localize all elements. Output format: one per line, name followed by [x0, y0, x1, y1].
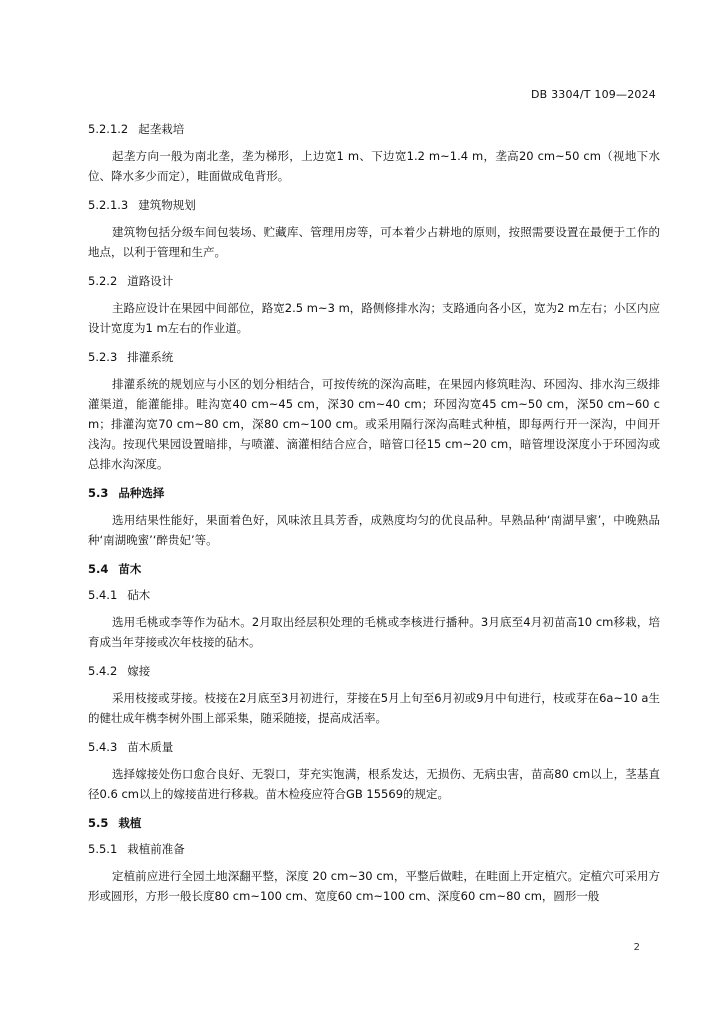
section-number: 5.2.1.2 [88, 122, 129, 136]
section-heading-5-2-3 [88, 344, 660, 370]
section-title: 品种选择 [118, 486, 165, 500]
section-title: 道路设计 [127, 274, 174, 288]
page-number: 2 [633, 942, 640, 953]
section-title: 栽植 [118, 816, 142, 830]
section-number: 5.5 [88, 816, 109, 830]
section-number: 5.2.3 [88, 350, 118, 364]
section-heading-5-3 [88, 480, 660, 506]
section-heading-5-4 [88, 556, 660, 582]
section-heading-5-2-2 [88, 268, 660, 294]
paragraph-irrigation-system: 排灌系统的规划应与小区的划分相结合，可按传统的深沟高畦，在果园内修筑畦沟、环园沟、排水沟三级排灌渠道，能灌能排。畦沟宽40 cm~45 cm，深30 cm~40 cm；环园沟宽45 cm~50 cm，深50 cm~60 cm；排灌沟宽70 cm~80 cm，深80 cm~100 cm。或采用隔行深沟高畦式种植，即每两行开一深沟，中间开浅沟。按现代果园设置暗排，与喷灌、滴灌相结合应合，暗管口径15 cm~20 cm，暗管埋设深度小于环园沟或总排水沟深度。 [88, 377, 660, 471]
section-title: 建筑物规划 [138, 198, 196, 212]
section-number: 5.3 [88, 486, 109, 500]
section-title: 苗木 [118, 562, 142, 576]
paragraph-seedling-quality: 选择嫁接处伤口愈合良好、无裂口，芽充实饱满，根系发达，无损伤、无病虫害，苗高80 cm以上，茎基直径0.6 cm以上的嫁接苗进行移栽。苗木检疫应符合GB 15569的规定。 [88, 767, 660, 801]
section-number: 5.4.1 [88, 588, 118, 602]
section-number: 5.4.2 [88, 664, 118, 678]
section-heading-5-4-3 [88, 734, 660, 760]
paragraph-grafting: 采用枝接或芽接。枝接在2月底至3月初进行，芽接在5月上旬至6月初或9月中旬进行，枝或芽在6a~10 a生的健壮成年槜李树外围上部采集，随采随接，提高成活率。 [88, 691, 660, 725]
section-title: 砧木 [127, 588, 151, 602]
paragraph-rootstock: 选用毛桃或李等作为砧木。2月取出经层积处理的毛桃或李核进行播种。3月底至4月初苗高10 cm移栽，培育成当年芽接或次年枝接的砧木。 [88, 615, 660, 649]
paragraph-planting-preparation: 定植前应进行全园土地深翻平整，深度 20 cm~30 cm，平整后做畦，在畦面上开定植穴。定植穴可采用方形或圆形，方形一般长度80 cm~100 cm、宽度60 cm~100 cm、深度60 cm~80 cm，圆形一般 [88, 869, 660, 903]
paragraph-road-design: 主路应设计在果园中间部位，路宽2.5 m~3 m，路侧修排水沟；支路通向各小区，宽为2 m左右；小区内应设计宽度为1 m左右的作业道。 [88, 301, 660, 335]
paragraph-variety-selection: 选用结果性能好，果面着色好，风味浓且具芳香，成熟度均匀的优良品种。早熟品种‘南湖早蜜’，中晚熟品种‘南湖晚蜜’‘醉贵妃’等。 [88, 513, 660, 547]
section-title: 排灌系统 [127, 350, 174, 364]
paragraph-ridge-cultivation: 起垄方向一般为南北垄，垄为梯形，上边宽1 m、下边宽1.2 m~1.4 m，垄高20 cm~50 cm（视地下水位、降水多少而定），畦面做成龟背形。 [88, 149, 660, 183]
section-heading-5-2-1-2 [88, 116, 660, 142]
section-number: 5.5.1 [88, 842, 118, 856]
section-number: 5.4.3 [88, 740, 118, 754]
section-heading-5-5-1 [88, 836, 660, 862]
paragraph-building-planning: 建筑物包括分级车间包装场、贮藏库、管理用房等，可本着少占耕地的原则，按照需要设置在最便于工作的地点，以利于管理和生产。 [88, 225, 660, 259]
section-heading-5-4-1 [88, 582, 660, 608]
section-heading-5-4-2 [88, 658, 660, 684]
section-title: 苗木质量 [127, 740, 174, 754]
document-code: DB 3304/T 109—2024 [530, 88, 656, 101]
section-number: 5.2.2 [88, 274, 118, 288]
section-title: 栽植前准备 [127, 842, 185, 856]
section-number: 5.2.1.3 [88, 198, 129, 212]
section-heading-5-5 [88, 810, 660, 836]
section-heading-5-2-1-3 [88, 192, 660, 218]
section-title: 嫁接 [127, 664, 151, 678]
section-number: 5.4 [88, 562, 109, 576]
document-body [88, 116, 660, 912]
section-title: 起垄栽培 [138, 122, 185, 136]
